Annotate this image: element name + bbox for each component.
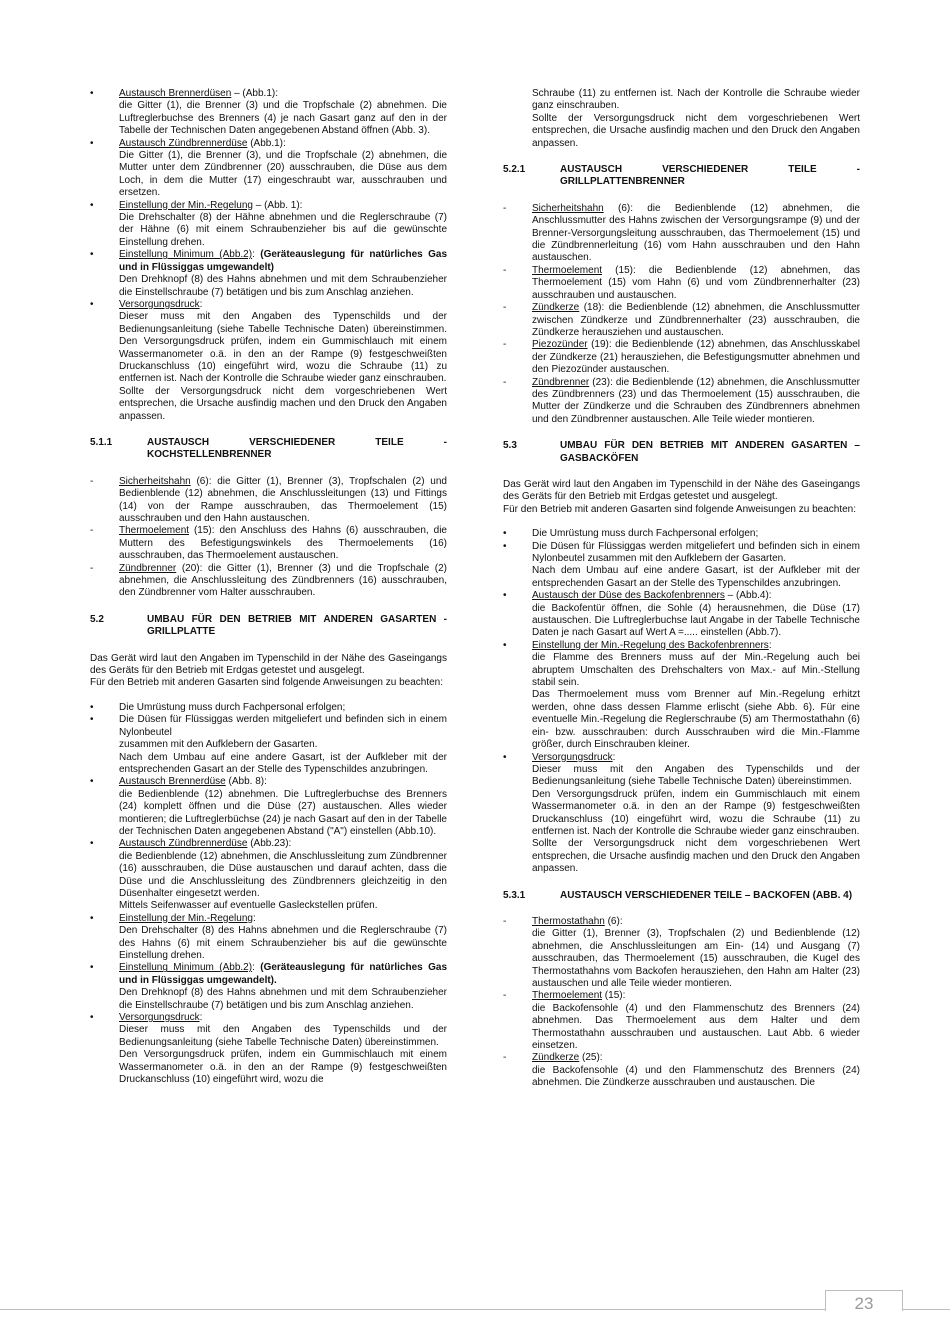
- dash-zuendkerze: - Zündkerze (18): die Bedienblende (12) abnehmen, die Anschlussmutter zwischen Zündkerze und Zündbrennerhalter (23) ausschrauben, die Zündkerze herausziehen und austauschen.: [503, 302, 860, 339]
- paragraph: Das Gerät wird laut den Angaben im Typenschild in der Nähe des Gaseingangs des Geräts für den Betrieb mit Erdgas getestet und ausgelegt.: [90, 652, 447, 677]
- bullet-backofenbrennerduese: • Austausch der Düse des Backofenbrenners – (Abb.4): die Backofentür öffnen, die Sohle (4) herausnehmen, die Düse (17) austauschen. Die Luftreglerbuchse laut Angabe in der Tabelle Technische Daten je nach Gasart auf Wert A =..... einstellen (Abb.7).: [503, 590, 860, 640]
- bullet-umruestung: • Die Umrüstung muss durch Fachpersonal erfolgen;: [90, 702, 447, 714]
- bullet-duesen-fluessiggas: • Die Düsen für Flüssiggas werden mitgeliefert und befinden sich in einem Nylonbeutel zusammen mit den Aufklebern der Gasarten. Nach dem Umbau auf eine andere Gasart, ist der Aufkleber mit der entsprechenden Gasart an der Stelle des Typenschildes anzubringen.: [90, 714, 447, 776]
- dash-thermoelement-2: - Thermoelement (15): die Bedienblende (12) abnehmen, das Thermoelement (15) vom Hahn (6) und vom Zündbrennerhalter (23) ausschrauben und austauschen.: [503, 265, 860, 302]
- bullet-zuendbrennerduese-2: • Austausch Zündbrennerdüse (Abb.23): die Bedienblende (12) abnehmen, die Anschlussleitung zum Zündbrenner (16) ausschrauben, die Düse austauschen und darauf achten, dass die Düse und die Anschlussleitung des Zündbrenners gleichzeitig in den Düsenhalter eingesetzt werden. Mittels Seifenwasser auf eventuelle Gasleckstellen prüfen.: [90, 838, 447, 912]
- continued-text: Schraube (11) zu entfernen ist. Nach der Kontrolle die Schraube wieder ganz einschrauben.: [532, 88, 860, 112]
- dash-thermoelement-3: - Thermoelement (15): die Backofensohle (4) und den Flammenschutz des Brenners (24) abnehmen. Das Thermoelement aus dem Halter und dem Thermostathahn ausschrauben und austauschen. Laut Abb. 6 wieder einsetzen.: [503, 990, 860, 1052]
- page-number: 23: [825, 1290, 903, 1311]
- paragraph: Für den Betrieb mit anderen Gasarten sind folgende Anweisungen zu beachten:: [90, 677, 444, 689]
- bullet-zuendbrennerduese: • Austausch Zündbrennerdüse (Abb.1): Die Gitter (1), die Brenner (3), und die Tropfschale (2) abnehmen, die Mutter unter dem Zündbrenner (20) ausschrauben, die Düse aus dem Loch, in dem die Mutter (17) eingeschraubt war, ausschrauben und ersetzen.: [90, 138, 447, 200]
- left-column: [90, 88, 447, 1086]
- bullet-min-regelung-2: • Einstellung der Min.-Regelung: Den Drehschalter (8) des Hahns abnehmen und die Reglerschraube (7) des Hahns (6) mit einem Schraubenzieher bis auf die gewünschte Einstellung drehen.: [90, 913, 447, 963]
- dash-sicherheitshahn: - Sicherheitshahn (6): die Gitter (1), Brenner (3), Tropfschalen (2) und Bedienblende (12) abnehmen, die Anschlussleitungen (13) und Fittings (14) von der Rampe ausschrauben, das Thermoelement (15) ausschrauben und den Hahn austauschen.: [90, 476, 447, 526]
- bullet-min-regelung-backofen: • Einstellung der Min.-Regelung des Backofenbrenners: die Flamme des Brenners muss auf der Min.-Regelung auch bei abruptem Umschalten des Drehschalters von Max.- auf Min.-Stellung stabil sein. Das Thermoelement muss vom Brenner auf Min.-Regelung erhitzt werden, ohne dass dessen Flamme erlischt (siehe Abb. 6). Für eine eventuelle Min.-Regelung die Reglerschraube (5) am Thermostathahn (6) ein- bzw. ausschrauben: durch Ausschrauben wird die Min.-Flamme größer, durch Einschrauben kleiner.: [503, 640, 860, 752]
- bullet-umruestung-2: • Die Umrüstung muss durch Fachpersonal erfolgen;: [503, 528, 860, 540]
- bullet-versorgungsdruck-3: • Versorgungsdruck: Dieser muss mit den Angaben des Typenschilds und der Bedienungsanleitung (siehe Tabelle Technische Daten) übereinstimmen. Den Versorgungsdruck prüfen, indem ein Gummischlauch mit einem Wassermanometer o.ä. in den an der Rampe (9) festgeschweißten Druckanschluss (10) eingeführt wird, wozu die Schraube (11) zu entfernen ist. Nach der Kontrolle die Schraube wieder ganz einschrauben. Sollte der Versorgungsdruck nicht dem vorgeschriebenen Wert entsprechen, die Ursache ausfindig machen und den Druck den Angaben anpassen.: [503, 752, 860, 876]
- section-heading-5-2-1: 5.2.1 AUSTAUSCH VERSCHIEDENER TEILE - GRILLPLATTENBRENNER: [503, 164, 860, 188]
- footer-divider: [0, 1309, 950, 1310]
- bullet-brennerduesen: • Austausch Brennerdüsen – (Abb.1): die Gitter (1), die Brenner (3) und die Tropfschale (2) abnehmen. Die Luftreglerbuchse des Brenners (4) je nach Gasart ganz auf den in der Tabelle der Technischen Daten angegebenen Abstand öffnen (Abb. 3).: [90, 88, 447, 138]
- bullet-duesen-fluessiggas-2: • Die Düsen für Flüssiggas werden mitgeliefert und befinden sich in einem Nylonbeutel zusammen mit den Aufklebern der Gasarten. Nach dem Umbau auf eine andere Gasart, ist der Aufkleber mit der entsprechenden Gasart an der Stelle des Typenschildes anzubringen.: [503, 541, 860, 591]
- section-heading-5-2: 5.2 UMBAU FÜR DEN BETRIEB MIT ANDEREN GASARTEN - GRILLPLATTE: [90, 613, 447, 638]
- section-heading-5-3: 5.3 UMBAU FÜR DEN BETRIEB MIT ANDEREN GASARTEN – GASBACKÖFEN: [503, 440, 860, 464]
- right-column: [503, 88, 860, 1090]
- bullet-versorgungsdruck: • Versorgungsdruck: Dieser muss mit den Angaben des Typenschilds und der Bedienungsanleitung (siehe Tabelle Technische Daten) übereinstimmen. Den Versorgungsdruck prüfen, indem ein Gummischlauch mit einem Wassermanometer o.ä. in den an der Rampe (9) festgeschweißten Druckanschluss (10) eingeführt wird, wozu die Schraube (11) zu entfernen ist. Nach der Kontrolle die Schraube wieder ganz einschrauben. Sollte der Versorgungsdruck nicht dem vorgeschriebenen Wert entsprechen, die Ursache ausfindig machen und den Druck den Angaben anpassen.: [90, 299, 447, 423]
- section-heading-5-3-1: 5.3.1 AUSTAUSCH VERSCHIEDENER TEILE – BACKOFEN (ABB. 4): [503, 889, 853, 901]
- dash-thermoelement: - Thermoelement (15): den Anschluss des Hahns (6) ausschrauben, die Muttern des Befestigungswinkels des Thermoelements (16) ausschrauben, das Thermoelement austauschen.: [90, 525, 447, 562]
- bullet-versorgungsdruck-2: • Versorgungsdruck: Dieser muss mit den Angaben des Typenschilds und der Bedienungsanleitung (siehe Tabelle Technische Daten) übereinstimmen. Den Versorgungsdruck prüfen, indem ein Gummischlauch mit einem Wassermanometer o.ä. in den an der Rampe (9) festgeschweißten Druckanschluss (10) eingeführt wird, wozu die: [90, 1012, 447, 1086]
- paragraph: Für den Betrieb mit anderen Gasarten sind folgende Anweisungen zu beachten:: [503, 503, 857, 515]
- paragraph: Das Gerät wird laut den Angaben im Typenschild in der Nähe des Gaseingangs des Geräts für den Betrieb mit Erdgas getestet und ausgelegt.: [503, 478, 860, 503]
- dash-piezozuender: - Piezozünder (19): die Bedienblende (12) abnehmen, das Anschlusskabel der Zündkerze (21) herausziehen, die Befestigungsmutter abnehmen und den Piezozünder austauschen.: [503, 339, 860, 376]
- section-heading-5-1-1: 5.1.1 AUSTAUSCH VERSCHIEDENER TEILE - KOCHSTELLENBRENNER: [90, 436, 447, 461]
- dash-zuendbrenner-2: - Zündbrenner (23): die Bedienblende (12) abnehmen, die Anschlussmutter des Zündbrenners (23) und das Thermoelement (15) ausschrauben, die Mutter der Zündkerze und die Schrauben des Zündbrenners abnehmen und den Zündbrenner austauschen. Alle Teile wieder montieren.: [503, 377, 860, 427]
- bullet-brennerduese: • Austausch Brennerdüse (Abb. 8): die Bedienblende (12) abnehmen. Die Luftreglerbuchse des Brenners (24) komplett öffnen und die Düse (27) austauschen. Alles wieder montieren; die Luftreglerbüchse (24) je nach Gasart auf den in der Tabelle der Technischen Daten angegebenen Abstand ("A") einstellen (Abb.10).: [90, 776, 447, 838]
- continued-text: Sollte der Versorgungsdruck nicht dem vorgeschriebenen Wert entsprechen, die Ursache ausfindig machen und den Druck den Angaben anpassen.: [532, 112, 860, 149]
- bullet-min-regelung: • Einstellung der Min.-Regelung – (Abb. 1): Die Drehschalter (8) der Hähne abnehmen und die Reglerschraube (7) der Hähne (6) mit einem Schraubenzieher bis auf die gewünschte Einstellung drehen.: [90, 200, 447, 250]
- bullet-minimum-2: • Einstellung Minimum (Abb.2): (Geräteauslegung für natürliches Gas und in Flüssiggas umgewandelt). Den Drehknopf (8) des Hahns abnehmen und mit dem Schraubenzieher die Einstellschraube (7) betätigen und bis zum Anschlag anziehen.: [90, 962, 447, 1012]
- bullet-minimum: • Einstellung Minimum (Abb.2): (Geräteauslegung für natürliches Gas und in Flüssiggas umgewandelt) Den Drehknopf (8) des Hahns abnehmen und mit dem Schraubenzieher die Einstellschraube (7) betätigen und bis zum Anschlag anziehen.: [90, 249, 447, 299]
- dash-zuendbrenner: - Zündbrenner (20): die Gitter (1), Brenner (3) und die Tropfschale (2) abnehmen, die Anschlussleitung des Zündbrenners (16) ausschrauben, den Zündbrenner vom Halter ausschrauben.: [90, 563, 447, 600]
- dash-thermostathahn: - Thermostathahn (6): die Gitter (1), Brenner (3), Tropfschalen (2) und Bedienblende (12) abnehmen, die Anschlussleitungen am Ein- (14) und Ausgang (7) ausschrauben, das Thermoelement (15) ausschrauben, die Kugel des Thermostathahns vom Backofen herausziehen, den Hahn am Halter (23) austauschen und alle Teile wieder montieren.: [503, 916, 860, 990]
- dash-sicherheitshahn-2: - Sicherheitshahn (6): die Bedienblende (12) abnehmen, die Anschlussmutter des Hahns zwischen der Versorgungsrampe (9) und der Brenner-Versorgungsleitung ausschrauben, das Thermoelement (15) und die Zündbrennerleitung (16) vom Hahn ausschrauben und den Hahn austauschen.: [503, 203, 860, 265]
- dash-zuendkerze-2: - Zündkerze (25): die Backofensohle (4) und den Flammenschutz des Brenners (24) abnehmen. Die Zündkerze ausschrauben und austauschen. Die: [503, 1052, 860, 1089]
